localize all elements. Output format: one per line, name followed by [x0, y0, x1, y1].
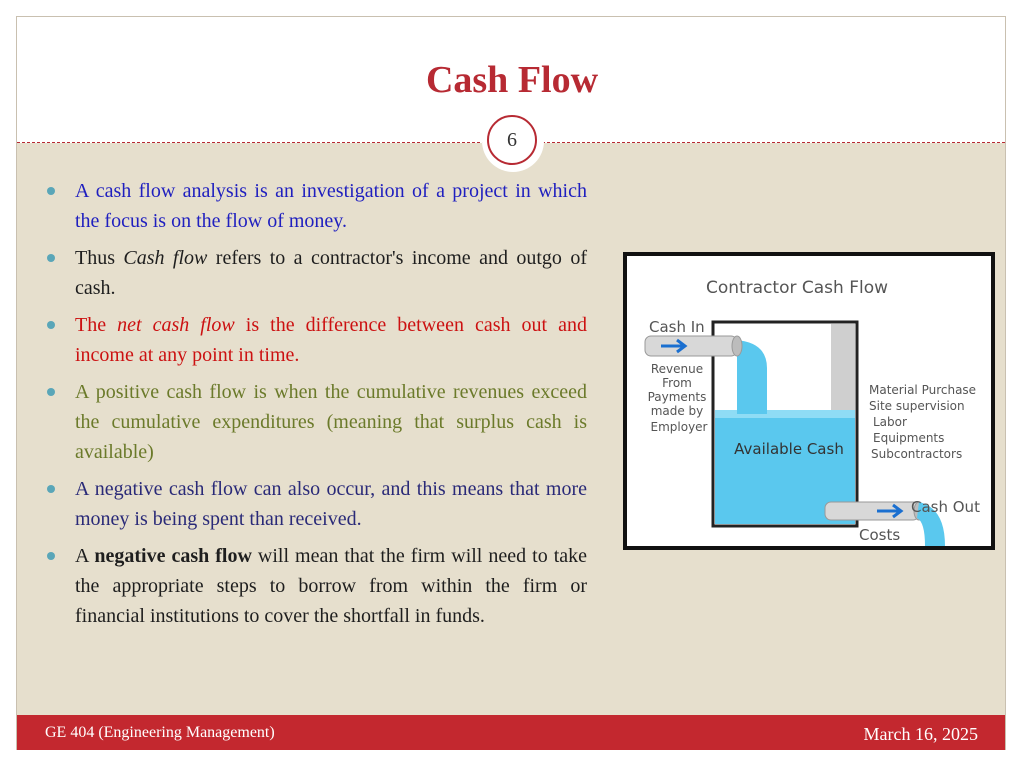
revenue-line: From: [662, 376, 692, 390]
bullet-text: Thus: [75, 247, 124, 269]
revenue-line: Revenue: [650, 362, 704, 376]
water-surface: [715, 410, 855, 418]
cash-in-label: Cash In: [649, 318, 705, 336]
bullet-item: [44, 541, 587, 631]
available-cash-label: Available Cash: [734, 440, 844, 458]
footer-course: GE 404 (Engineering Management): [45, 724, 275, 741]
bullet-item: [44, 243, 587, 303]
bullet-emphasis: Cash flow: [123, 247, 208, 269]
bullet-item: [44, 377, 587, 467]
bullet-list: [44, 176, 587, 638]
bullet-dot-icon: [47, 552, 55, 560]
bullet-item: [44, 176, 587, 236]
cash-flow-diagram: [623, 252, 995, 550]
figure-title: Contractor Cash Flow: [705, 278, 889, 298]
bullet-text: is the difference between cash out and income at any point in time.: [75, 314, 588, 366]
bullet-item: [44, 474, 587, 534]
bullet-text: A negative cash flow can also occur, and this means that more money is being spent than received.: [75, 478, 587, 530]
bullet-dot-icon: [47, 485, 55, 493]
cost-line: Site supervision: [869, 399, 965, 413]
page-number: 6: [487, 115, 537, 165]
bullet-text: A: [75, 545, 95, 567]
cost-line: Labor: [873, 415, 907, 429]
bullet-item: [44, 310, 587, 370]
bullet-text: will mean that the firm will need to take the appropriate steps to borrow from within the firm or financial institutions to cover the shortfall in funds.: [75, 545, 588, 627]
revenue-line: Payments: [647, 390, 707, 404]
costs-label: Costs: [859, 526, 901, 544]
revenue-line: Employer: [650, 420, 708, 434]
bullet-text: A positive cash flow is when the cumulative revenues exceed the cumulative expenditures (meaning that surplus cash is available): [75, 381, 587, 463]
cash-in-pipe: [645, 336, 737, 356]
bullet-text: The: [75, 314, 118, 336]
cash-in-pipe-end: [732, 336, 742, 356]
bullet-dot-icon: [47, 187, 55, 195]
bullet-dot-icon: [47, 388, 55, 396]
cash-out-label: Cash Out: [911, 498, 980, 516]
tank-shade: [831, 324, 855, 420]
cash-out-pipe: [825, 502, 919, 520]
bullet-text: A cash flow analysis is an investigation of a project in which the focus is on the flow of money.: [75, 180, 587, 232]
cost-line: Subcontractors: [871, 447, 963, 461]
footer-date: March 16, 2025: [863, 724, 978, 744]
bullet-dot-icon: [47, 254, 55, 262]
bullet-emphasis: negative cash flow: [94, 545, 252, 567]
cost-line: Equipments: [873, 431, 945, 445]
cash-flow-svg: [627, 256, 991, 546]
bullet-emphasis: net cash flow: [117, 314, 235, 336]
revenue-line: made by: [650, 404, 704, 418]
bullet-dot-icon: [47, 321, 55, 329]
cost-line: Material Purchase: [869, 383, 977, 397]
bullet-text: refers to a contractor's income and outgo of cash.: [75, 247, 587, 299]
slide-title: Cash Flow: [425, 59, 599, 101]
